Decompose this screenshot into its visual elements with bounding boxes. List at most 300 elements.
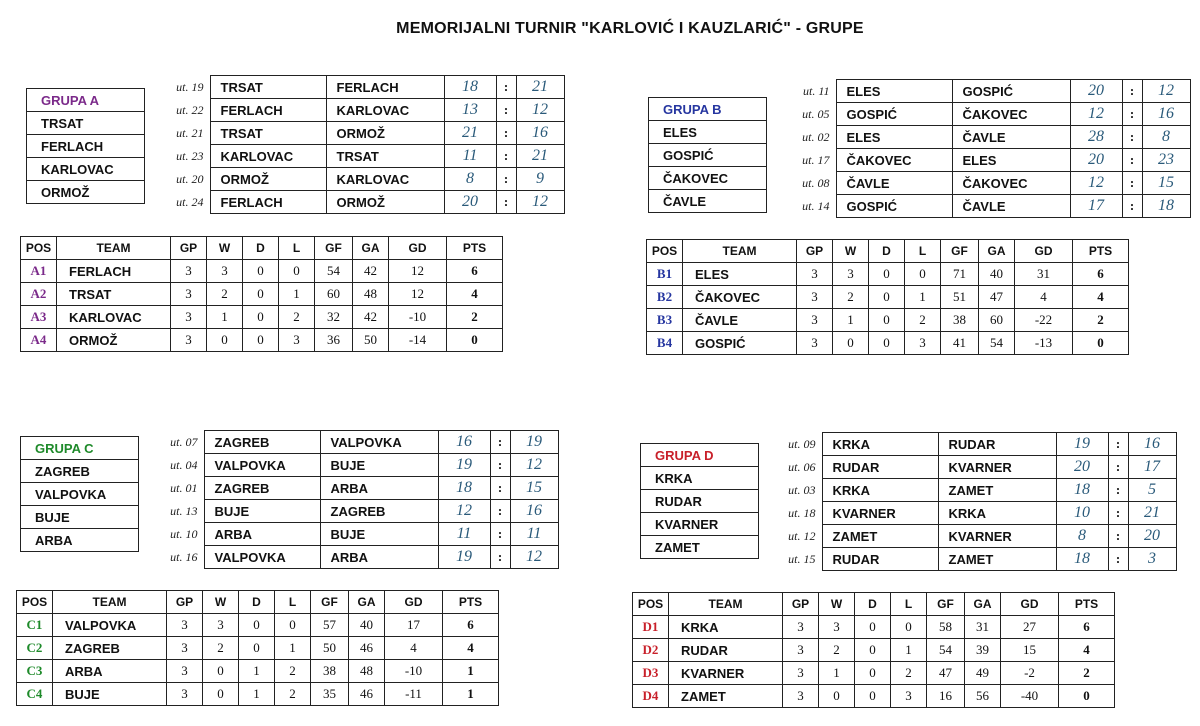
home-team: RUDAR	[822, 456, 938, 479]
column-header: L	[275, 591, 311, 614]
match-number: ut. 23	[176, 148, 204, 163]
games-played: 3	[167, 637, 203, 660]
home-score: 19	[438, 454, 490, 477]
score-separator: :	[1122, 172, 1142, 195]
wins: 0	[203, 683, 239, 706]
match-number: ut. 21	[176, 125, 204, 140]
home-score: 19	[1056, 433, 1108, 456]
match-number: ut. 03	[788, 482, 816, 497]
goals-against: 40	[979, 263, 1015, 286]
match-number: ut. 02	[802, 129, 830, 144]
column-header: GD	[385, 591, 443, 614]
goals-for: 50	[311, 637, 349, 660]
goal-difference: -11	[385, 683, 443, 706]
grupa-d-label: GRUPA D	[641, 444, 759, 467]
match-number: ut. 20	[176, 171, 204, 186]
points: 2	[1059, 662, 1115, 685]
home-team: VALPOVKA	[204, 454, 320, 477]
match-row	[158, 477, 558, 500]
position: B1	[647, 263, 683, 286]
match-number: ut. 10	[170, 526, 198, 541]
away-team: ZAMET	[938, 479, 1056, 502]
team-name: ELES	[683, 263, 797, 286]
away-score: 12	[516, 99, 564, 122]
home-team: BUJE	[204, 500, 320, 523]
home-team: KVARNER	[822, 502, 938, 525]
away-score: 12	[510, 454, 558, 477]
away-score: 16	[510, 500, 558, 523]
score-separator: :	[496, 99, 516, 122]
position: D2	[633, 639, 669, 662]
match-number: ut. 13	[170, 503, 198, 518]
position: A2	[21, 283, 57, 306]
away-score: 20	[1128, 525, 1176, 548]
games-played: 3	[171, 306, 207, 329]
away-team: ČAKOVEC	[952, 172, 1070, 195]
away-team: KARLOVAC	[326, 99, 444, 122]
goals-for: 32	[315, 306, 353, 329]
standings-row	[647, 263, 1129, 286]
away-team: ČAVLE	[952, 126, 1070, 149]
goals-against: 40	[349, 614, 385, 637]
goals-against: 54	[979, 332, 1015, 355]
away-team: FERLACH	[326, 76, 444, 99]
losses: 2	[279, 306, 315, 329]
points: 4	[447, 283, 503, 306]
column-header: GF	[311, 591, 349, 614]
goals-for: 47	[927, 662, 965, 685]
match-number: ut. 16	[170, 549, 198, 564]
team-list-item: ČAKOVEC	[649, 167, 767, 190]
match-row	[776, 479, 1176, 502]
wins: 3	[203, 614, 239, 637]
goals-against: 60	[979, 309, 1015, 332]
wins: 2	[819, 639, 855, 662]
position: C1	[17, 614, 53, 637]
losses: 3	[905, 332, 941, 355]
games-played: 3	[783, 639, 819, 662]
team-name: VALPOVKA	[53, 614, 167, 637]
score-separator: :	[1108, 502, 1128, 525]
wins: 0	[203, 660, 239, 683]
team-list-item: ZAMET	[641, 536, 759, 559]
score-separator: :	[490, 477, 510, 500]
match-row	[790, 80, 1190, 103]
match-row	[776, 525, 1176, 548]
grupa-b-label: GRUPA B	[649, 98, 767, 121]
away-score: 5	[1128, 479, 1176, 502]
goal-difference: -2	[1001, 662, 1059, 685]
away-score: 16	[1142, 103, 1190, 126]
standings-row	[17, 637, 499, 660]
home-team: ČAVLE	[836, 172, 952, 195]
draws: 0	[869, 286, 905, 309]
draws: 0	[243, 283, 279, 306]
home-score: 18	[444, 76, 496, 99]
losses: 0	[279, 260, 315, 283]
home-score: 8	[444, 168, 496, 191]
games-played: 3	[797, 286, 833, 309]
column-header: POS	[17, 591, 53, 614]
grupa-b-team-list	[648, 97, 767, 213]
home-score: 8	[1056, 525, 1108, 548]
home-team: KRKA	[822, 433, 938, 456]
goal-difference: 12	[389, 283, 447, 306]
match-number: ut. 01	[170, 480, 198, 495]
score-separator: :	[1108, 525, 1128, 548]
column-header: W	[833, 240, 869, 263]
team-name: KARLOVAC	[57, 306, 171, 329]
away-team: ORMOŽ	[326, 122, 444, 145]
standings-row	[647, 286, 1129, 309]
position: B2	[647, 286, 683, 309]
score-separator: :	[1122, 126, 1142, 149]
wins: 1	[819, 662, 855, 685]
games-played: 3	[783, 616, 819, 639]
goals-for: 54	[315, 260, 353, 283]
column-header: PTS	[1073, 240, 1129, 263]
draws: 0	[855, 685, 891, 708]
standings-row	[17, 660, 499, 683]
goals-for: 38	[311, 660, 349, 683]
score-separator: :	[490, 523, 510, 546]
column-header: GF	[927, 593, 965, 616]
home-score: 18	[1056, 479, 1108, 502]
column-header: GD	[1015, 240, 1073, 263]
match-number: ut. 15	[788, 551, 816, 566]
score-separator: :	[1122, 149, 1142, 172]
goals-against: 50	[353, 329, 389, 352]
match-number: ut. 17	[802, 152, 830, 167]
match-row	[164, 191, 564, 214]
draws: 0	[855, 616, 891, 639]
grupa-c-label: GRUPA C	[21, 437, 139, 460]
draws: 0	[869, 263, 905, 286]
column-header: GA	[349, 591, 385, 614]
home-team: ORMOŽ	[210, 168, 326, 191]
goal-difference: -10	[385, 660, 443, 683]
away-team: RUDAR	[938, 433, 1056, 456]
standings-row	[633, 616, 1115, 639]
away-team: ZAMET	[938, 548, 1056, 571]
away-score: 12	[516, 191, 564, 214]
losses: 0	[905, 263, 941, 286]
match-row	[158, 454, 558, 477]
team-name: ČAVLE	[683, 309, 797, 332]
losses: 1	[905, 286, 941, 309]
away-score: 23	[1142, 149, 1190, 172]
grupa-a-standings	[20, 236, 503, 352]
draws: 0	[869, 309, 905, 332]
column-header: L	[905, 240, 941, 263]
score-separator: :	[496, 145, 516, 168]
losses: 1	[891, 639, 927, 662]
games-played: 3	[167, 683, 203, 706]
away-team: GOSPIĆ	[952, 80, 1070, 103]
goal-difference: 31	[1015, 263, 1073, 286]
standings-row	[21, 329, 503, 352]
draws: 0	[239, 614, 275, 637]
home-score: 20	[1056, 456, 1108, 479]
away-team: TRSAT	[326, 145, 444, 168]
team-list-item: ELES	[649, 121, 767, 144]
away-team: ČAKOVEC	[952, 103, 1070, 126]
goals-for: 35	[311, 683, 349, 706]
grupa-a-matches	[164, 75, 565, 214]
standings-row	[21, 306, 503, 329]
column-header: L	[279, 237, 315, 260]
games-played: 3	[783, 662, 819, 685]
match-row	[164, 145, 564, 168]
draws: 0	[243, 329, 279, 352]
wins: 1	[207, 306, 243, 329]
column-header: W	[203, 591, 239, 614]
team-list-item: ZAGREB	[21, 460, 139, 483]
standings-row	[17, 683, 499, 706]
team-list-item: TRSAT	[27, 112, 145, 135]
score-separator: :	[1108, 433, 1128, 456]
match-row	[776, 433, 1176, 456]
points: 1	[443, 660, 499, 683]
match-number: ut. 07	[170, 434, 198, 449]
team-name: FERLACH	[57, 260, 171, 283]
wins: 3	[819, 616, 855, 639]
away-score: 16	[516, 122, 564, 145]
team-list-item: VALPOVKA	[21, 483, 139, 506]
goals-against: 46	[349, 683, 385, 706]
goals-for: 71	[941, 263, 979, 286]
match-row	[790, 126, 1190, 149]
column-header: GD	[1001, 593, 1059, 616]
points: 6	[443, 614, 499, 637]
match-row	[158, 523, 558, 546]
draws: 0	[243, 260, 279, 283]
goals-against: 31	[965, 616, 1001, 639]
score-separator: :	[1108, 479, 1128, 502]
team-name: ZAMET	[669, 685, 783, 708]
position: D1	[633, 616, 669, 639]
draws: 0	[855, 662, 891, 685]
home-score: 18	[1056, 548, 1108, 571]
score-separator: :	[1108, 548, 1128, 571]
grupa-a-label: GRUPA A	[27, 89, 145, 112]
home-team: ČAKOVEC	[836, 149, 952, 172]
grupa-c-team-list	[20, 436, 139, 552]
away-score: 21	[516, 76, 564, 99]
points: 6	[1059, 616, 1115, 639]
grupa-a-team-list	[26, 88, 145, 204]
goals-for: 57	[311, 614, 349, 637]
goal-difference: 27	[1001, 616, 1059, 639]
goal-difference: 17	[385, 614, 443, 637]
page-title: MEMORIJALNI TURNIR "KARLOVIĆ I KAUZLARIĆ" - GRUPE	[396, 20, 864, 37]
away-team: ELES	[952, 149, 1070, 172]
standings-row	[633, 639, 1115, 662]
draws: 0	[239, 637, 275, 660]
column-header: PTS	[443, 591, 499, 614]
home-team: ELES	[836, 126, 952, 149]
column-header: TEAM	[57, 237, 171, 260]
away-team: KVARNER	[938, 456, 1056, 479]
match-number: ut. 04	[170, 457, 198, 472]
home-score: 10	[1056, 502, 1108, 525]
score-separator: :	[496, 191, 516, 214]
away-score: 18	[1142, 195, 1190, 218]
away-team: BUJE	[320, 523, 438, 546]
goal-difference: -13	[1015, 332, 1073, 355]
column-header: L	[891, 593, 927, 616]
match-row	[776, 548, 1176, 571]
away-score: 12	[1142, 80, 1190, 103]
games-played: 3	[171, 283, 207, 306]
home-team: ELES	[836, 80, 952, 103]
goals-against: 39	[965, 639, 1001, 662]
wins: 0	[833, 332, 869, 355]
grupa-b-standings	[646, 239, 1129, 355]
column-header: D	[239, 591, 275, 614]
goals-for: 41	[941, 332, 979, 355]
losses: 3	[279, 329, 315, 352]
points: 2	[1073, 309, 1129, 332]
draws: 0	[855, 639, 891, 662]
away-score: 12	[510, 546, 558, 569]
goals-for: 38	[941, 309, 979, 332]
away-score: 21	[1128, 502, 1176, 525]
points: 6	[447, 260, 503, 283]
position: A1	[21, 260, 57, 283]
home-score: 12	[1070, 103, 1122, 126]
standings-row	[647, 309, 1129, 332]
home-score: 11	[444, 145, 496, 168]
team-name: ZAGREB	[53, 637, 167, 660]
away-score: 8	[1142, 126, 1190, 149]
match-row	[790, 149, 1190, 172]
match-number: ut. 08	[802, 175, 830, 190]
away-team: ZAGREB	[320, 500, 438, 523]
position: D3	[633, 662, 669, 685]
draws: 0	[243, 306, 279, 329]
home-score: 16	[438, 431, 490, 454]
home-team: VALPOVKA	[204, 546, 320, 569]
home-score: 12	[438, 500, 490, 523]
grupa-d-standings	[632, 592, 1115, 708]
games-played: 3	[783, 685, 819, 708]
home-team: GOSPIĆ	[836, 103, 952, 126]
home-score: 11	[438, 523, 490, 546]
grupa-b-matches	[790, 79, 1191, 218]
home-team: ZAGREB	[204, 431, 320, 454]
column-header: POS	[633, 593, 669, 616]
position: B4	[647, 332, 683, 355]
match-number: ut. 18	[788, 505, 816, 520]
home-team: RUDAR	[822, 548, 938, 571]
points: 4	[1059, 639, 1115, 662]
wins: 2	[203, 637, 239, 660]
position: C3	[17, 660, 53, 683]
games-played: 3	[167, 660, 203, 683]
match-number: ut. 24	[176, 194, 204, 209]
goal-difference: 4	[1015, 286, 1073, 309]
away-score: 15	[510, 477, 558, 500]
home-team: KRKA	[822, 479, 938, 502]
goals-for: 16	[927, 685, 965, 708]
match-number: ut. 11	[803, 83, 830, 98]
match-row	[776, 502, 1176, 525]
away-team: KVARNER	[938, 525, 1056, 548]
goal-difference: -10	[389, 306, 447, 329]
home-team: ZAMET	[822, 525, 938, 548]
column-header: GD	[389, 237, 447, 260]
grupa-d-matches	[776, 432, 1177, 571]
home-score: 20	[1070, 80, 1122, 103]
home-score: 18	[438, 477, 490, 500]
match-row	[158, 431, 558, 454]
column-header: PTS	[447, 237, 503, 260]
column-header: W	[207, 237, 243, 260]
home-team: TRSAT	[210, 76, 326, 99]
column-header: GP	[783, 593, 819, 616]
losses: 2	[275, 683, 311, 706]
match-number: ut. 06	[788, 459, 816, 474]
away-team: BUJE	[320, 454, 438, 477]
goals-against: 42	[353, 306, 389, 329]
match-number: ut. 14	[802, 198, 830, 213]
points: 6	[1073, 263, 1129, 286]
match-row	[164, 122, 564, 145]
match-row	[158, 500, 558, 523]
away-team: ČAVLE	[952, 195, 1070, 218]
column-header: GF	[941, 240, 979, 263]
away-team: KARLOVAC	[326, 168, 444, 191]
away-team: ARBA	[320, 477, 438, 500]
position: A4	[21, 329, 57, 352]
score-separator: :	[1122, 195, 1142, 218]
home-score: 28	[1070, 126, 1122, 149]
score-separator: :	[1122, 80, 1142, 103]
match-number: ut. 22	[176, 102, 204, 117]
team-list-item: KVARNER	[641, 513, 759, 536]
position: C4	[17, 683, 53, 706]
position: D4	[633, 685, 669, 708]
away-score: 16	[1128, 433, 1176, 456]
goals-against: 42	[353, 260, 389, 283]
team-name: ČAKOVEC	[683, 286, 797, 309]
grupa-c-matches	[158, 430, 559, 569]
points: 0	[447, 329, 503, 352]
goal-difference: -14	[389, 329, 447, 352]
match-row	[776, 456, 1176, 479]
score-separator: :	[496, 76, 516, 99]
games-played: 3	[171, 329, 207, 352]
team-list-item: BUJE	[21, 506, 139, 529]
points: 1	[443, 683, 499, 706]
games-played: 3	[171, 260, 207, 283]
column-header: GF	[315, 237, 353, 260]
goals-for: 60	[315, 283, 353, 306]
wins: 2	[207, 283, 243, 306]
away-score: 19	[510, 431, 558, 454]
team-name: RUDAR	[669, 639, 783, 662]
goal-difference: -40	[1001, 685, 1059, 708]
losses: 2	[905, 309, 941, 332]
standings-row	[633, 685, 1115, 708]
score-separator: :	[490, 431, 510, 454]
team-name: ORMOŽ	[57, 329, 171, 352]
home-team: FERLACH	[210, 191, 326, 214]
away-team: VALPOVKA	[320, 431, 438, 454]
column-header: POS	[647, 240, 683, 263]
home-score: 19	[438, 546, 490, 569]
